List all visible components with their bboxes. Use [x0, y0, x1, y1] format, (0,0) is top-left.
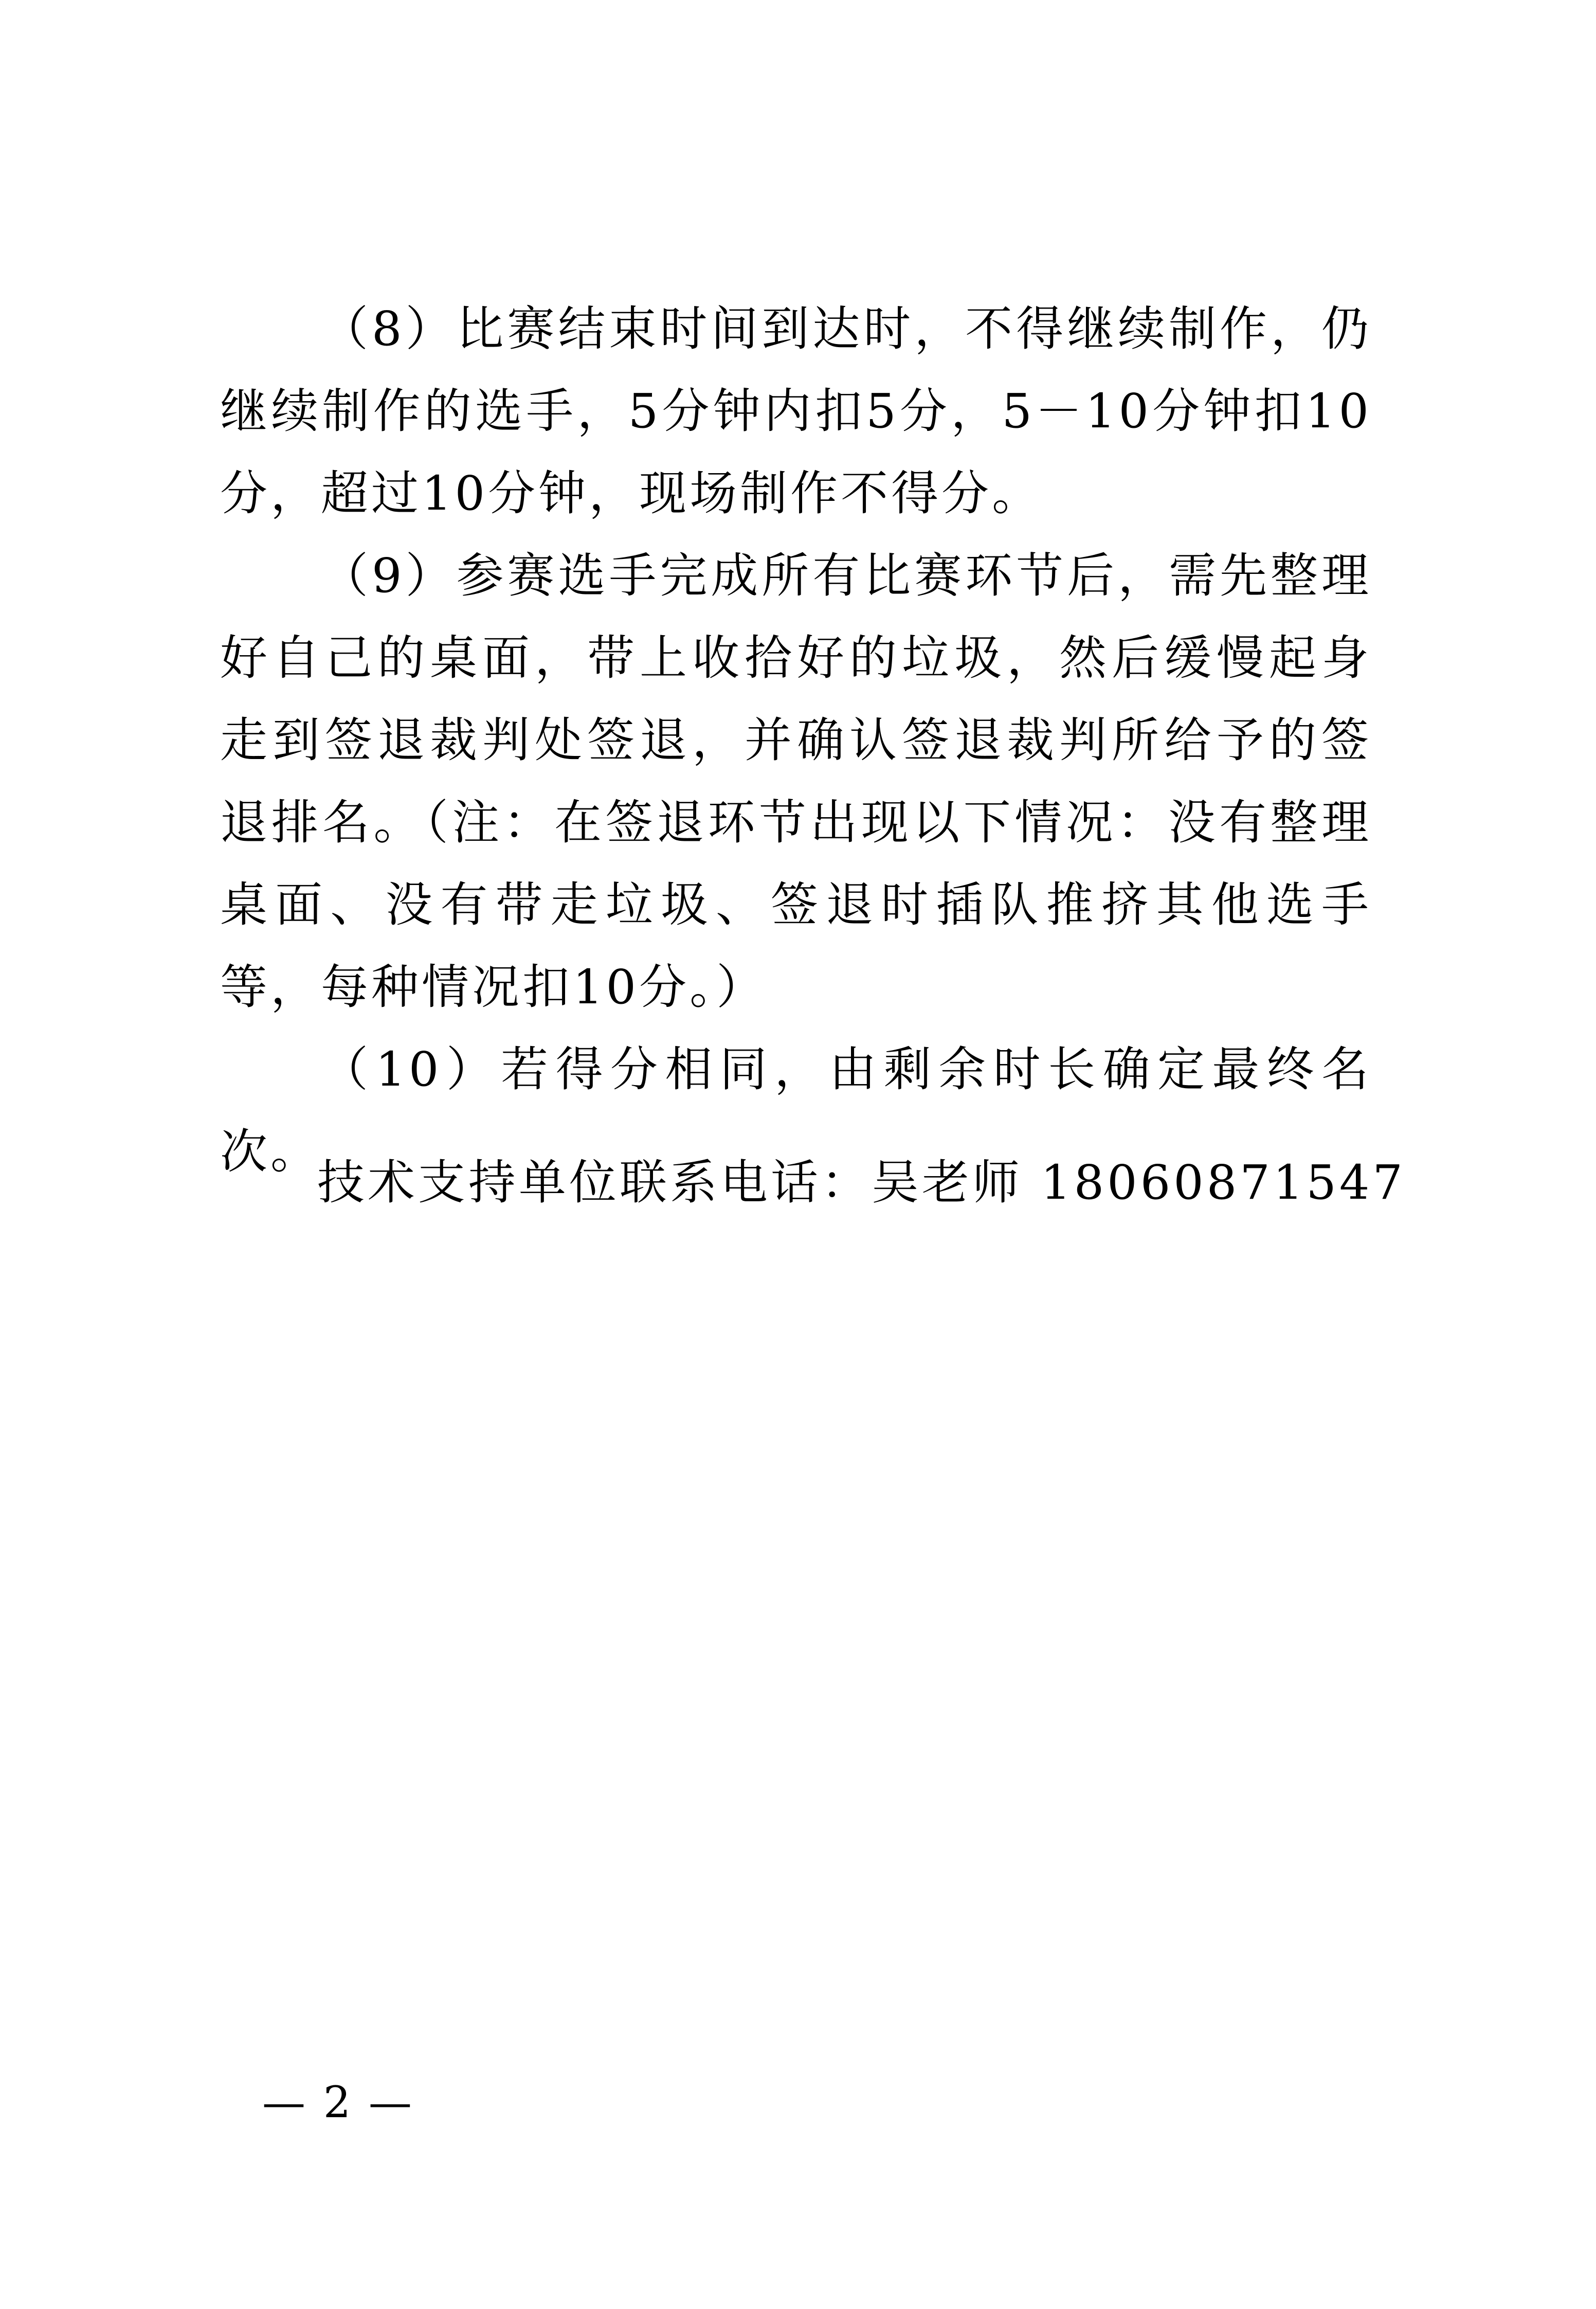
rule-item-9: （9）参赛选手完成所有比赛环节后，需先整理好自己的桌面，带上收拾好的垃圾，然后缓慢起身走到签退裁判处签退，并确认签退裁判所给予的签退排名。（注：在签退环节出现以下情况：没有整理桌面、没有带走垃圾、签退时插队推挤其他选手等，每种情况扣10分。）	[220, 548, 1372, 1015]
rule-item-10: （10）若得分相同，由剩余时长确定最终名次。	[220, 1042, 1372, 1179]
page-number: — 2 —	[262, 2077, 414, 2127]
rule-item-8: （8）比赛结束时间到达时，不得继续制作，仍继续制作的选手，5分钟内扣5分，5－10分钟扣10分，超过10分钟，现场制作不得分。	[220, 301, 1372, 521]
contact-line: 技术支持单位联系电话：吴老师 18060871547	[317, 1155, 1406, 1210]
rules-body	[220, 288, 1372, 1193]
